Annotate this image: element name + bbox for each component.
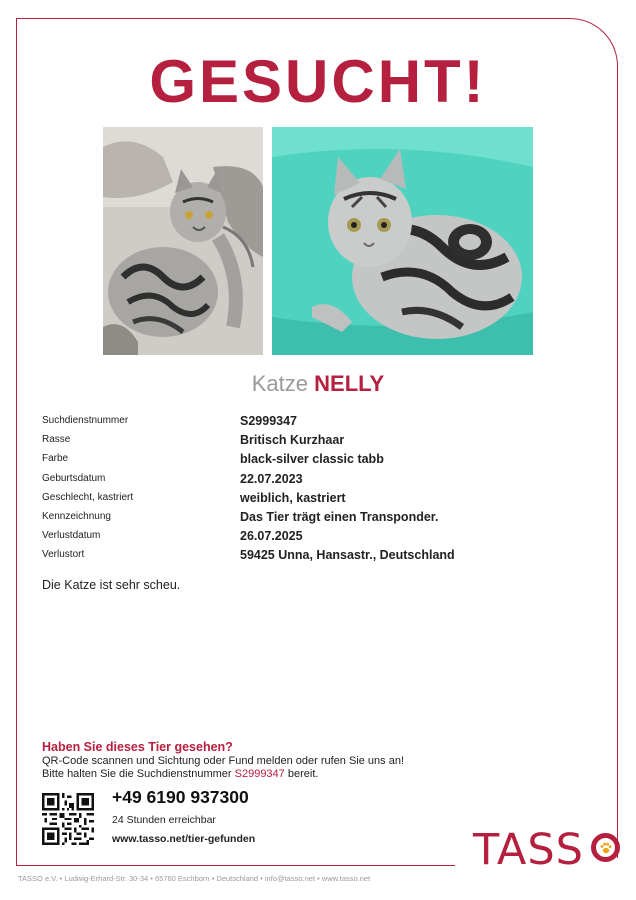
detail-label: Verlustort [42, 549, 85, 561]
qr-code[interactable] [42, 793, 94, 845]
detail-row-geschlecht [42, 489, 602, 508]
logo-wordmark: TASS [473, 825, 584, 875]
cta-line-2-pre: Bitte halten Sie die Suchdienstnummer [42, 768, 232, 780]
detail-row-rasse [42, 431, 602, 450]
note-text: Die Katze ist sehr scheu. [42, 578, 181, 592]
detail-value: Britisch Kurzhaar [240, 433, 345, 448]
detail-label: Farbe [42, 453, 69, 465]
details-table [42, 412, 602, 566]
detail-row-farbe [42, 450, 602, 469]
footer-address: TASSO e.V. • Ludwig-Erhard-Str. 30-34 • 65760 Eschborn • Deutschland • info@tasso.net • www.tasso.net [18, 874, 371, 883]
paw-icon [591, 833, 620, 862]
call-to-action [42, 740, 462, 781]
phone-number[interactable]: +49 6190 937300 [112, 787, 249, 807]
detail-row-kennzeichnung [42, 508, 602, 527]
cat-photo-right [272, 127, 533, 355]
detail-value: weiblich, kastriert [240, 490, 346, 505]
cta-line-2-post: bereit. [287, 768, 319, 780]
detail-value: black-silver classic tabb [240, 452, 384, 467]
availability-text: 24 Stunden erreichbar [112, 814, 216, 826]
poster-title: GESUCHT! [149, 48, 487, 115]
tasso-logo [473, 826, 623, 874]
detail-label: Geschlecht, kastriert [42, 491, 134, 503]
detail-row-geburtsdatum [42, 470, 602, 489]
animal-heading [0, 369, 636, 399]
detail-label: Kennzeichnung [42, 510, 111, 522]
detail-value: S2999347 [240, 414, 298, 428]
detail-label: Rasse [42, 434, 71, 446]
detail-value: 22.07.2023 [240, 471, 303, 486]
animal-name: NELLY [314, 371, 385, 396]
detail-label: Suchdienstnummer [42, 415, 129, 426]
detail-value: Das Tier trägt einen Transponder. [240, 509, 439, 524]
cat-photo-left [103, 127, 263, 355]
cta-line-2 [42, 768, 462, 781]
detail-row-verlustdatum [42, 527, 602, 546]
cta-question: Haben Sie dieses Tier gesehen? [42, 740, 233, 754]
detail-value: 26.07.2025 [240, 529, 303, 544]
detail-value: 59425 Unna, Hansastr., Deutschland [240, 548, 455, 563]
detail-label: Verlustdatum [42, 530, 101, 542]
website-link[interactable]: www.tasso.net/tier-gefunden [112, 833, 256, 845]
cta-search-number: S2999347 [234, 768, 285, 780]
detail-row-suchdienstnummer [42, 412, 602, 431]
cta-line-1: QR-Code scannen und Sichtung oder Fund melden oder rufen Sie uns an! [42, 755, 405, 767]
animal-species: Katze [251, 371, 309, 396]
detail-row-verlustort [42, 546, 602, 565]
detail-label: Geburtsdatum [42, 472, 106, 484]
